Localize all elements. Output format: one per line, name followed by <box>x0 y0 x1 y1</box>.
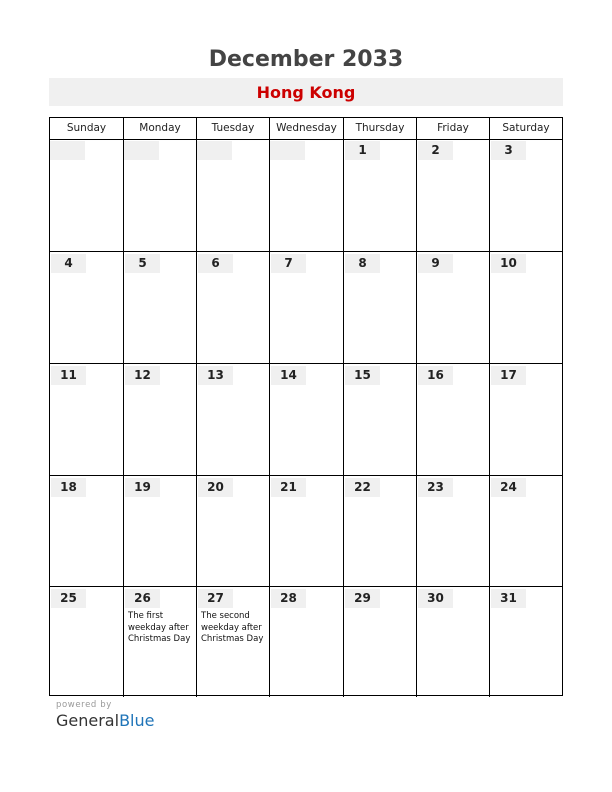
day-cell-1 <box>343 139 416 251</box>
holiday-event: The second weekday after Christmas Day <box>201 611 264 644</box>
day-cell-19 <box>123 476 196 587</box>
day-cell-14 <box>269 364 343 476</box>
day-cell-16 <box>416 364 489 476</box>
weekday-header: Sunday <box>66 122 107 134</box>
day-cell-empty <box>50 139 123 251</box>
day-number: 14 <box>271 366 306 385</box>
day-number: 25 <box>51 589 86 608</box>
day-number: 10 <box>491 254 526 273</box>
day-cell-8 <box>343 252 416 364</box>
day-number: 30 <box>418 589 453 608</box>
day-cell-31 <box>489 587 562 697</box>
empty-day-badge <box>50 141 85 160</box>
weekday-header-row <box>50 118 562 140</box>
day-cell-26 <box>123 587 196 697</box>
day-number: 2 <box>418 141 453 160</box>
day-cell-6 <box>196 252 269 364</box>
region-label: Hong Kong <box>256 83 356 102</box>
brand-general: General <box>56 711 120 730</box>
empty-day-badge <box>124 141 159 160</box>
week-row <box>50 586 562 697</box>
day-cell-3 <box>489 139 562 251</box>
day-number: 4 <box>51 254 86 273</box>
powered-by-label: powered by <box>56 700 112 710</box>
day-number: 20 <box>198 478 233 497</box>
day-number: 16 <box>418 366 453 385</box>
day-number: 21 <box>271 478 306 497</box>
brand-blue: Blue <box>119 711 155 730</box>
day-number: 15 <box>345 366 380 385</box>
day-number: 13 <box>198 366 233 385</box>
day-cell-empty <box>269 139 343 251</box>
day-number: 3 <box>491 141 526 160</box>
day-number: 18 <box>51 478 86 497</box>
empty-day-badge <box>270 141 305 160</box>
day-cell-empty <box>123 139 196 251</box>
day-number: 5 <box>125 254 160 273</box>
calendar-title: December 2033 <box>208 47 404 72</box>
day-cell-22 <box>343 476 416 587</box>
holiday-event: The first weekday after Christmas Day <box>128 611 191 644</box>
day-cell-11 <box>50 364 123 476</box>
day-cell-28 <box>269 587 343 697</box>
day-cell-9 <box>416 252 489 364</box>
day-cell-20 <box>196 476 269 587</box>
weekday-header: Saturday <box>489 118 562 139</box>
weekday-header: Wednesday <box>269 118 343 139</box>
day-cell-21 <box>269 476 343 587</box>
day-number: 24 <box>491 478 526 497</box>
weekday-header: Tuesday <box>196 118 269 139</box>
day-number: 26 <box>125 589 160 608</box>
week-row <box>50 139 562 251</box>
day-cell-5 <box>123 252 196 364</box>
day-cell-10 <box>489 252 562 364</box>
day-cell-2 <box>416 139 489 251</box>
footer <box>56 700 154 730</box>
generalblue-logo <box>56 711 154 730</box>
week-row <box>50 475 562 587</box>
region-banner <box>49 78 563 106</box>
day-number: 31 <box>491 589 526 608</box>
day-number: 17 <box>491 366 526 385</box>
day-cell-17 <box>489 364 562 476</box>
day-cell-empty <box>196 139 269 251</box>
week-row <box>50 363 562 476</box>
day-number: 22 <box>345 478 380 497</box>
day-number: 7 <box>271 254 306 273</box>
day-number: 9 <box>418 254 453 273</box>
day-cell-12 <box>123 364 196 476</box>
day-number: 23 <box>418 478 453 497</box>
day-number: 6 <box>198 254 233 273</box>
day-number: 8 <box>345 254 380 273</box>
day-number: 11 <box>51 366 86 385</box>
day-cell-27 <box>196 587 269 697</box>
day-number: 1 <box>345 141 380 160</box>
day-cell-23 <box>416 476 489 587</box>
day-number: 19 <box>125 478 160 497</box>
day-number: 12 <box>125 366 160 385</box>
day-cell-30 <box>416 587 489 697</box>
empty-day-badge <box>197 141 232 160</box>
week-row <box>50 251 562 364</box>
day-number: 29 <box>345 589 380 608</box>
day-cell-13 <box>196 364 269 476</box>
day-number: 28 <box>271 589 306 608</box>
day-cell-4 <box>50 252 123 364</box>
weekday-header: Monday <box>123 118 196 139</box>
day-cell-24 <box>489 476 562 587</box>
day-cell-29 <box>343 587 416 697</box>
calendar-grid <box>49 117 563 696</box>
day-cell-25 <box>50 587 123 697</box>
day-number: 27 <box>198 589 233 608</box>
weekday-header: Thursday <box>343 118 416 139</box>
day-cell-15 <box>343 364 416 476</box>
day-cell-7 <box>269 252 343 364</box>
day-cell-18 <box>50 476 123 587</box>
weekday-header: Friday <box>416 118 489 139</box>
